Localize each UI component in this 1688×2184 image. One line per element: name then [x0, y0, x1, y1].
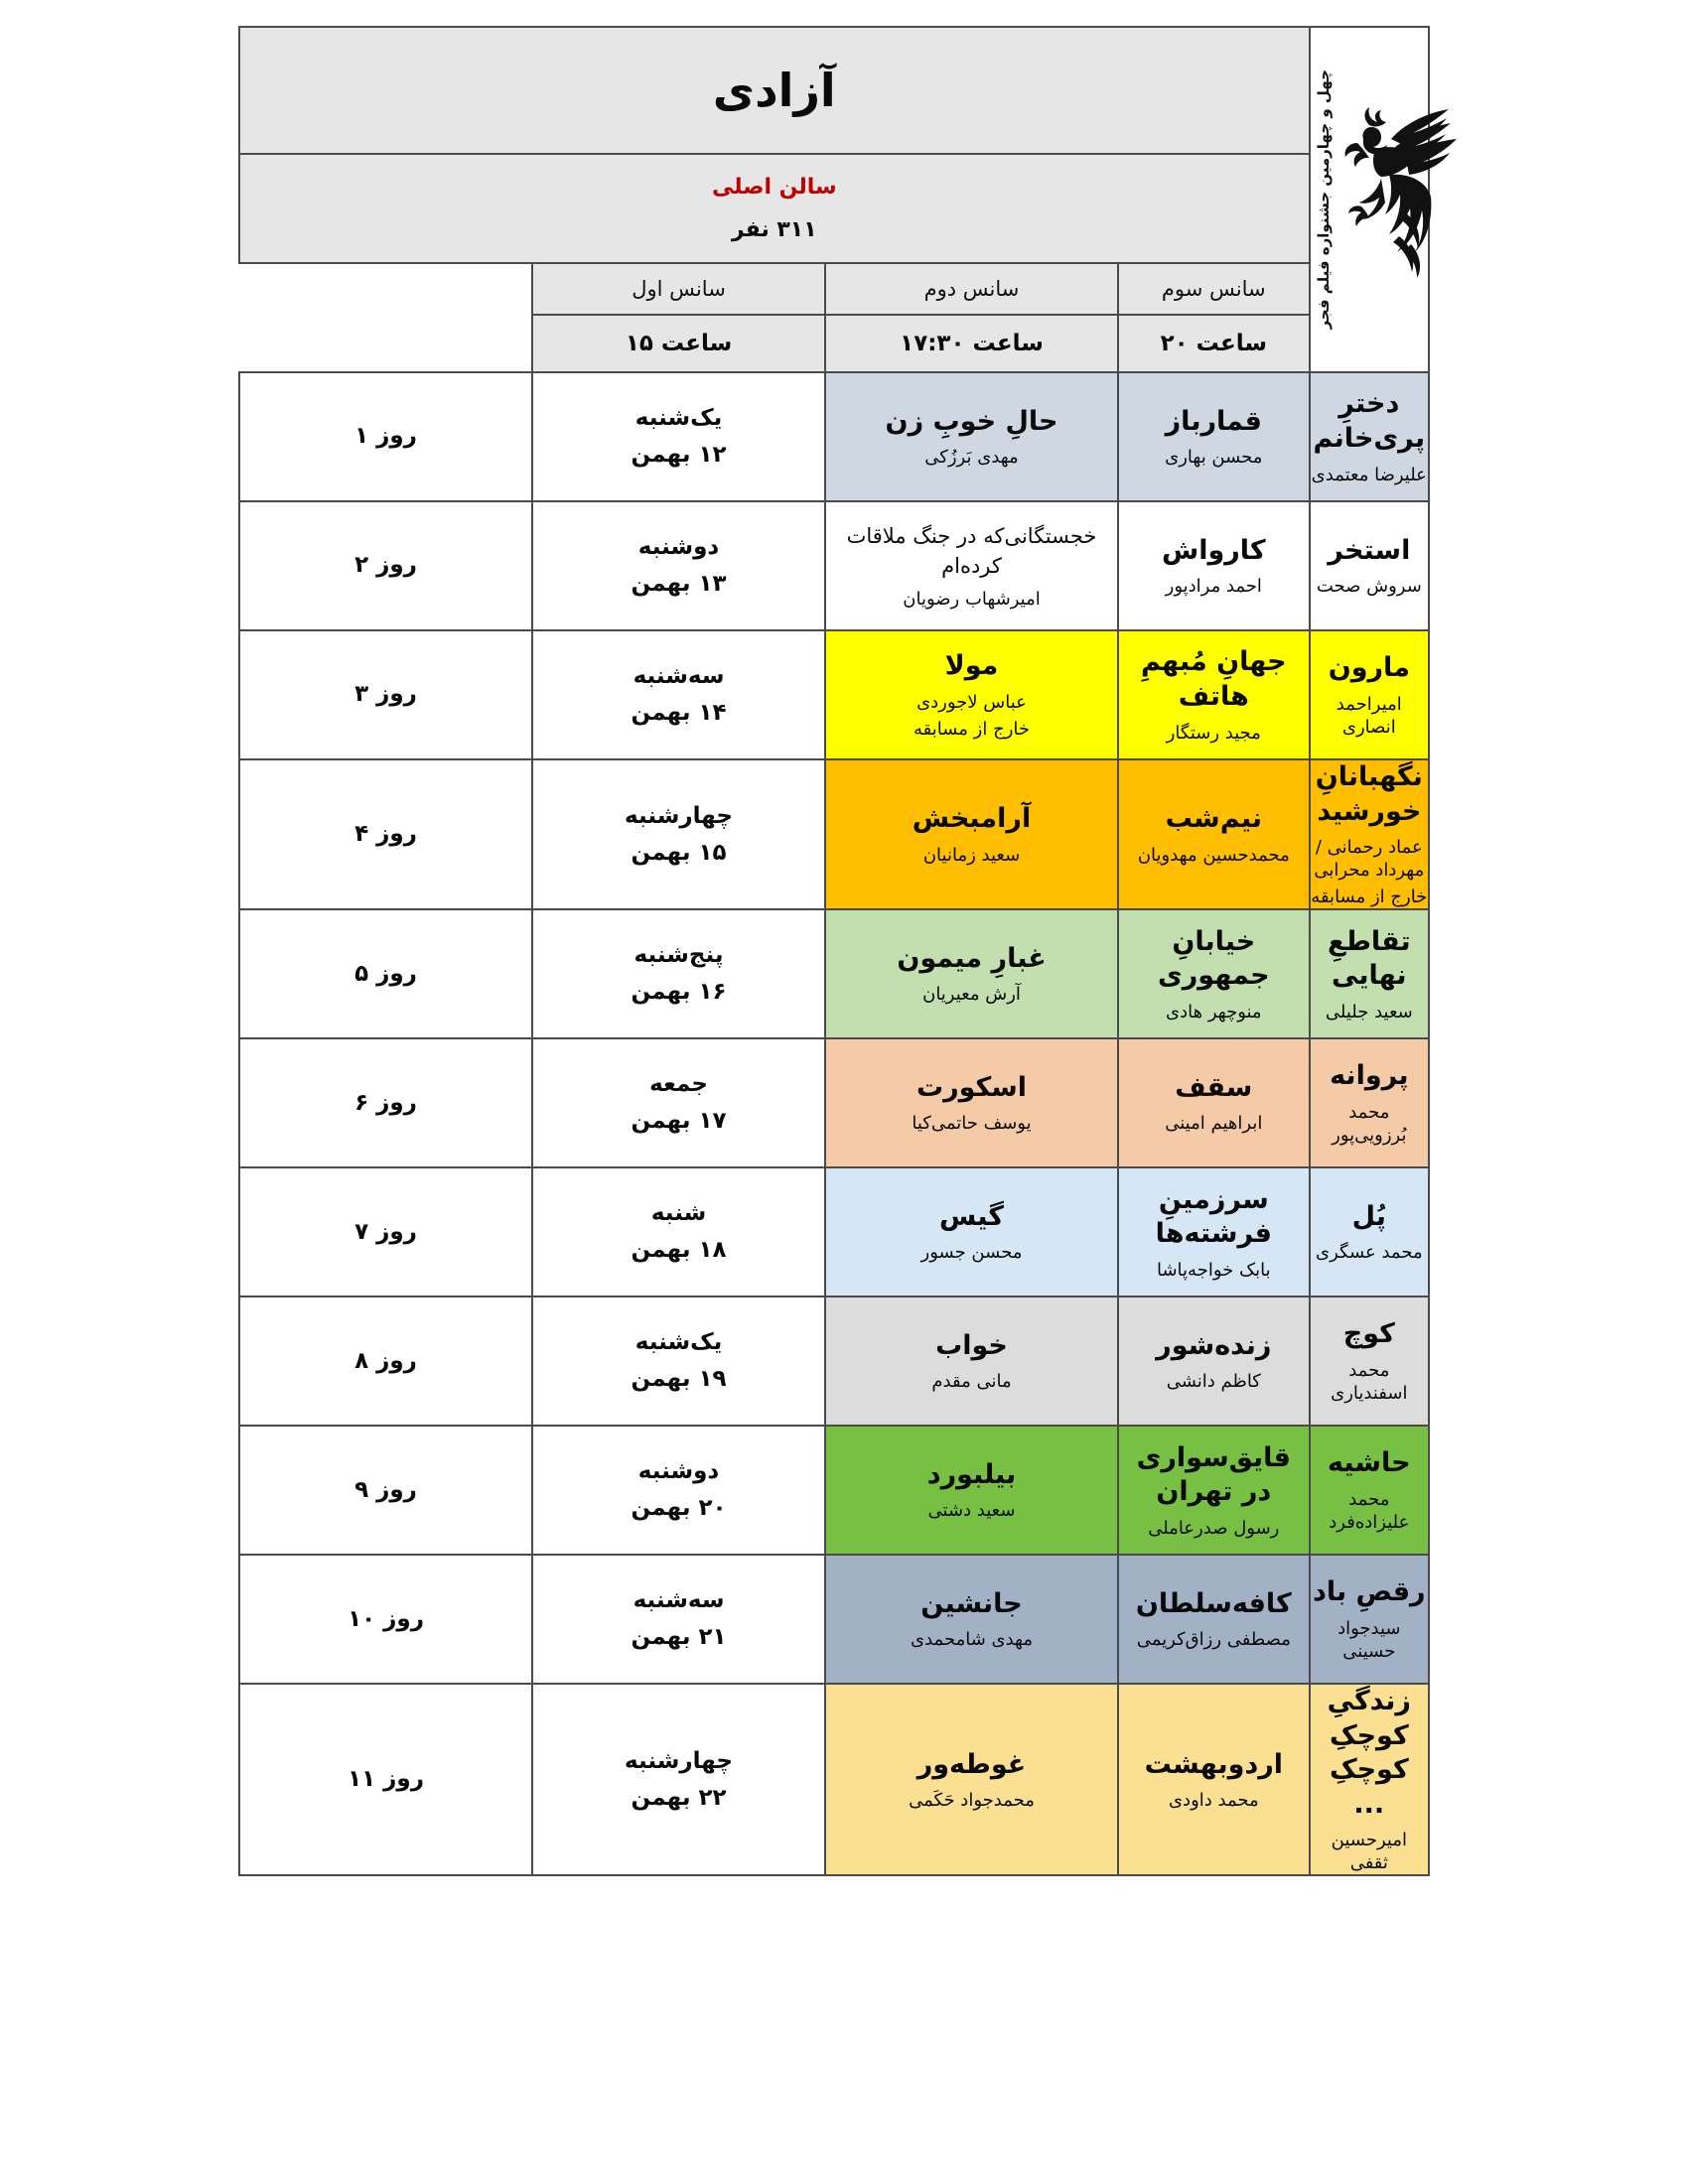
film-cell	[1310, 1038, 1429, 1167]
row-weekday: سه‌شنبه	[633, 1587, 725, 1614]
film-title: جانشین	[920, 1587, 1023, 1619]
schedule-table	[238, 26, 1430, 1876]
film-director: عماد رحمانی / مهرداد محرابی	[1314, 837, 1425, 882]
film-director: بابک خواجه‌پاشا	[1156, 1259, 1271, 1281]
film-director: علیرضا معتمدی	[1311, 464, 1427, 485]
film-title: پُل	[1351, 1200, 1386, 1232]
film-director: عباس لاجوردی	[916, 691, 1027, 713]
row-day-number: روز ۱۰	[239, 1555, 532, 1684]
film-title: قایق‌سواری در تهران	[1136, 1441, 1291, 1508]
session-time-2: ساعت ۱۷:۳۰	[825, 315, 1118, 372]
session-spacer-bottom	[239, 315, 532, 372]
film-title: جهانِ مُبهمِ هاتف	[1140, 646, 1287, 712]
film-title: خیابانِ جمهوری	[1157, 925, 1270, 992]
film-cell	[1310, 630, 1429, 759]
film-cell	[1118, 501, 1310, 630]
film-cell	[1118, 759, 1310, 909]
film-title: بیلبورد	[926, 1458, 1017, 1490]
film-director: امیرشهاب رضویان	[903, 589, 1041, 611]
row-day-number: روز ۲	[239, 501, 532, 630]
film-director: مانی مقدم	[931, 1371, 1012, 1393]
hall-label: سالن اصلی	[711, 175, 837, 200]
festival-vertical-title: چهل و چهارمین جشنواره فیلم فجر	[1314, 69, 1333, 330]
row-weekday: دوشنبه	[637, 534, 720, 561]
session-spacer-top	[239, 263, 532, 315]
film-title: دخترِ پری‌خانم	[1313, 388, 1426, 454]
row-date-day: ۱۶ بهمن	[631, 979, 727, 1006]
film-title: اسکورت	[915, 1071, 1028, 1103]
venue-name: آزادی	[239, 27, 1310, 154]
session-name-2: سانس دوم	[825, 263, 1118, 315]
row-weekday: چهارشنبه	[625, 1748, 734, 1775]
film-cell	[825, 1038, 1118, 1167]
row-date-day: ۱۸ بهمن	[631, 1237, 727, 1264]
film-title: خجستگانی‌که در جنگ ملاقات کرده‌ام	[846, 523, 1097, 578]
film-director: سعید دشتی	[927, 1500, 1016, 1522]
row-weekday: پنج‌شنبه	[633, 942, 724, 969]
film-note: خارج از مسابقه	[913, 718, 1030, 740]
film-cell	[825, 1297, 1118, 1426]
film-cell	[1118, 630, 1310, 759]
film-title: رقصِ باد	[1313, 1576, 1426, 1608]
row-date	[532, 630, 825, 759]
row-date-day: ۱۳ بهمن	[631, 571, 727, 597]
film-title: غوطه‌ور	[916, 1748, 1027, 1780]
schedule-row	[239, 1038, 1429, 1167]
schedule-row	[239, 372, 1429, 501]
film-director: سیدجواد حسینی	[1337, 1617, 1401, 1662]
film-director: مهدی شامحمدی	[911, 1629, 1033, 1651]
hall-capacity: ۳۱۱ نفر	[731, 217, 817, 242]
film-director: سعید جلیلی	[1325, 1001, 1413, 1023]
row-date-day: ۱۴ بهمن	[631, 700, 727, 726]
session-name-1: سانس اول	[532, 263, 825, 315]
film-title: سقف	[1175, 1071, 1253, 1103]
row-day-number: روز ۱	[239, 372, 532, 501]
film-cell	[1118, 1555, 1310, 1684]
schedule-row	[239, 759, 1429, 909]
film-cell	[825, 630, 1118, 759]
row-date	[532, 1297, 825, 1426]
film-director: محمد علیزاده‌فرد	[1329, 1488, 1410, 1533]
row-date-day: ۱۷ بهمن	[631, 1108, 727, 1135]
film-director: امیرحسین ثقفی	[1331, 1830, 1407, 1874]
row-date	[532, 1555, 825, 1684]
row-date-day: ۱۹ بهمن	[631, 1366, 727, 1393]
row-date-day: ۲۲ بهمن	[631, 1784, 727, 1811]
film-title: گیس	[939, 1200, 1004, 1232]
header-row-session-times	[239, 315, 1429, 372]
film-title: حاشیه	[1328, 1447, 1411, 1479]
film-cell	[825, 1426, 1118, 1555]
film-title: غبارِ میمون	[897, 942, 1047, 974]
film-title: آرامبخش	[912, 803, 1032, 835]
film-director: محمد عسگری	[1316, 1242, 1423, 1264]
film-title: قمارباز	[1165, 405, 1262, 437]
row-weekday: یک‌شنبه	[634, 1329, 723, 1356]
row-day-number: روز ۵	[239, 909, 532, 1038]
film-director: مصطفی رزاق‌کریمی	[1136, 1629, 1291, 1651]
film-cell	[825, 501, 1118, 630]
film-cell	[1118, 1684, 1310, 1875]
film-cell	[825, 1555, 1118, 1684]
film-title: تقاطعِ نهایی	[1328, 925, 1411, 992]
film-director: یوسف حاتمی‌کیا	[912, 1113, 1032, 1135]
schedule-row	[239, 1167, 1429, 1297]
row-date-day: ۲۰ بهمن	[631, 1495, 727, 1522]
film-cell	[825, 909, 1118, 1038]
film-director: محمد داودی	[1168, 1790, 1259, 1812]
row-day-number: روز ۸	[239, 1297, 532, 1426]
row-date-day: ۲۱ بهمن	[631, 1624, 727, 1651]
film-title: مولا	[944, 650, 999, 682]
film-director: آرش معیریان	[922, 984, 1021, 1006]
film-cell	[825, 372, 1118, 501]
film-cell	[825, 1684, 1118, 1875]
film-title: پروانه	[1330, 1060, 1409, 1092]
row-day-number: روز ۱۱	[239, 1684, 532, 1875]
row-date	[532, 1426, 825, 1555]
film-title: نیم‌شب	[1165, 803, 1263, 835]
simurgh-phoenix-logo-icon	[1334, 69, 1463, 280]
row-weekday: سه‌شنبه	[633, 663, 725, 690]
row-day-number: روز ۳	[239, 630, 532, 759]
row-day-number: روز ۹	[239, 1426, 532, 1555]
film-cell	[1118, 1167, 1310, 1297]
film-cell	[1310, 1297, 1429, 1426]
film-director: سعید زمانیان	[922, 844, 1021, 866]
row-weekday: دوشنبه	[637, 1458, 720, 1485]
film-director: منوچهر هادی	[1166, 1001, 1262, 1023]
film-director: محمد اسفندیاری	[1331, 1359, 1408, 1404]
film-title: کوچ	[1342, 1318, 1395, 1350]
film-director: محمد بُرزویی‌پور	[1332, 1101, 1407, 1146]
film-director: محمدحسین مهدویان	[1137, 844, 1290, 866]
film-note: خارج از مسابقه	[1311, 887, 1428, 908]
film-cell	[825, 1167, 1118, 1297]
row-weekday: چهارشنبه	[625, 802, 734, 829]
film-title: نگهبانانِ خورشید	[1315, 761, 1423, 827]
film-cell	[1118, 1297, 1310, 1426]
row-date-day: ۱۵ بهمن	[631, 839, 727, 866]
schedule-row	[239, 630, 1429, 759]
film-director: احمد مرادپور	[1165, 576, 1262, 598]
session-time-1: ساعت ۱۵	[532, 315, 825, 372]
film-director: مهدی بَرزُکی	[924, 447, 1019, 469]
schedule-row	[239, 1297, 1429, 1426]
row-date	[532, 759, 825, 909]
film-cell	[1310, 501, 1429, 630]
film-cell	[1310, 759, 1429, 909]
film-cell	[825, 759, 1118, 909]
film-title: مارون	[1328, 652, 1410, 684]
header-row-session-names	[239, 263, 1429, 315]
row-date	[532, 1684, 825, 1875]
session-name-3: سانس سوم	[1118, 263, 1310, 315]
film-title: زندگیِ کوچکِ کوچکِ ...	[1327, 1686, 1411, 1820]
header-row-hall	[239, 154, 1429, 263]
film-director: ابراهیم امینی	[1165, 1113, 1263, 1135]
film-title: کافه‌سلطان	[1135, 1587, 1292, 1619]
film-director: رسول صدرعاملی	[1148, 1517, 1280, 1539]
film-title: اردوبهشت	[1144, 1748, 1284, 1780]
film-title: سرزمینِ فرشته‌ها	[1155, 1183, 1272, 1250]
schedule-row	[239, 501, 1429, 630]
schedule-row	[239, 1684, 1429, 1875]
row-day-number: روز ۷	[239, 1167, 532, 1297]
row-date	[532, 501, 825, 630]
film-title: زنده‌شور	[1156, 1329, 1272, 1361]
header-row-title	[239, 27, 1429, 154]
row-day-number: روز ۶	[239, 1038, 532, 1167]
film-director: مجید رستگار	[1166, 722, 1261, 744]
row-date	[532, 372, 825, 501]
film-director: محمدجواد حَکَمی	[909, 1790, 1035, 1812]
festival-brand-cell	[1310, 27, 1429, 372]
row-date	[532, 1167, 825, 1297]
row-date	[532, 909, 825, 1038]
film-cell	[1310, 372, 1429, 501]
schedule-row	[239, 1426, 1429, 1555]
row-day-number: روز ۴	[239, 759, 532, 909]
film-title: کارواش	[1161, 534, 1266, 566]
hall-info-cell	[239, 154, 1310, 263]
film-title: حالِ خوبِ زن	[885, 405, 1058, 437]
schedule-row	[239, 1555, 1429, 1684]
film-title: خواب	[935, 1329, 1008, 1361]
film-cell	[1118, 1038, 1310, 1167]
row-weekday: جمعه	[649, 1071, 708, 1098]
film-cell	[1118, 1426, 1310, 1555]
session-time-3: ساعت ۲۰	[1118, 315, 1310, 372]
film-director: کاظم دانشی	[1166, 1371, 1261, 1393]
row-date	[532, 1038, 825, 1167]
film-cell	[1310, 909, 1429, 1038]
film-cell	[1118, 372, 1310, 501]
schedule-row	[239, 909, 1429, 1038]
film-cell	[1310, 1555, 1429, 1684]
film-title: استخر	[1328, 534, 1411, 566]
film-director: محسن بهاری	[1165, 447, 1263, 469]
film-cell	[1118, 909, 1310, 1038]
film-director: محسن جسور	[920, 1242, 1023, 1264]
film-cell	[1310, 1684, 1429, 1875]
row-weekday: شنبه	[650, 1200, 707, 1227]
film-cell	[1310, 1167, 1429, 1297]
film-cell	[1310, 1426, 1429, 1555]
row-date-day: ۱۲ بهمن	[631, 442, 727, 468]
film-director: سروش صحت	[1316, 576, 1422, 598]
film-director: امیراحمد انصاری	[1336, 693, 1402, 738]
row-weekday: یک‌شنبه	[634, 405, 723, 432]
